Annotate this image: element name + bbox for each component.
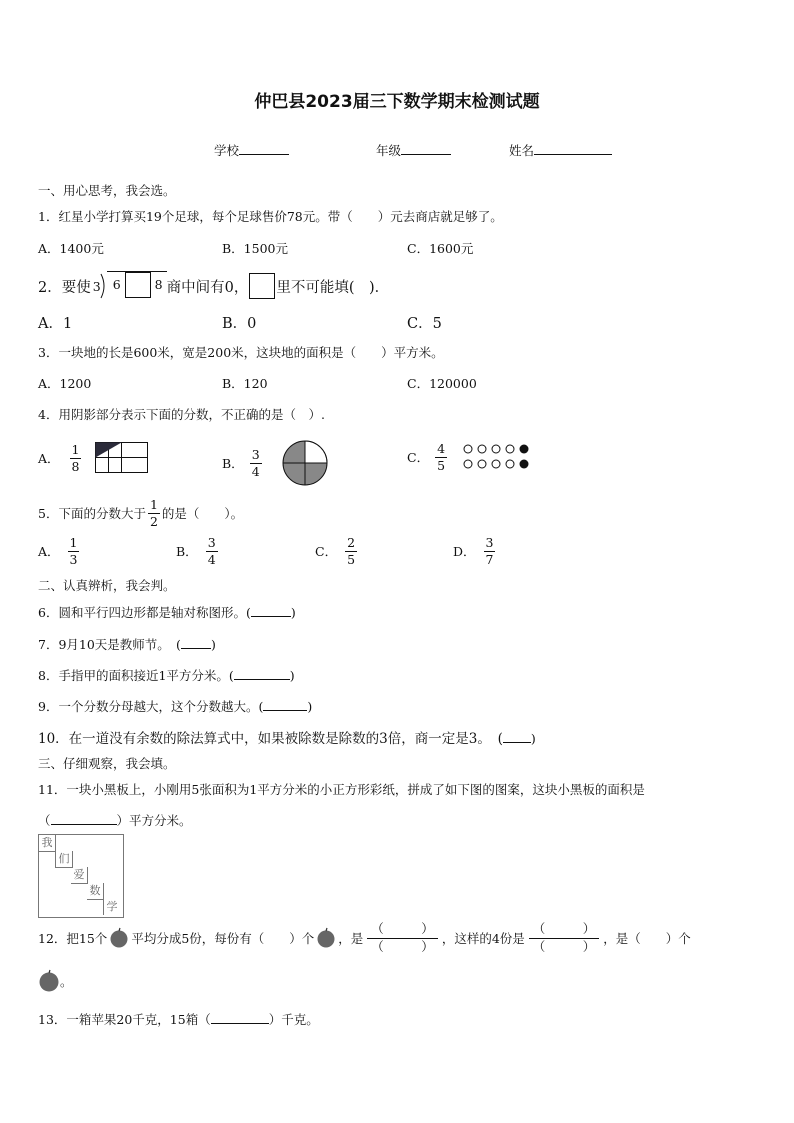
q4-option-a[interactable] <box>38 442 149 474</box>
question-6: 6．圆和平行四边形都是轴对称图形。( ) <box>38 605 296 620</box>
question-13: 13．一箱苹果20千克，15箱（ ）千克。 <box>38 1012 319 1027</box>
question-11: 11．一块小黑板上，小刚用5张面积为1平方分米的小正方形彩纸，拼成了如下图的图案，这块小黑板的面积是 <box>38 782 645 797</box>
q2-option-c[interactable]: C．5 <box>407 316 442 332</box>
q1-option-b[interactable]: B．1500元 <box>222 241 288 256</box>
school-label: 学校 <box>214 143 240 158</box>
q6-answer-blank[interactable] <box>251 604 291 617</box>
q5-option-c[interactable] <box>315 536 359 567</box>
q2-blank-box[interactable] <box>125 272 151 298</box>
q5-c-fraction: $\frac{2}{5}$ <box>347 535 356 567</box>
question-8: 8．手指甲的面积接近1平方分米。( ) <box>38 668 295 683</box>
section-2-heading: 二、认真辨析，我会判。 <box>38 578 176 593</box>
q13-answer-blank[interactable] <box>211 1011 269 1024</box>
q12-blank-fraction-2[interactable]: $\frac{( )}{( )}$ <box>529 922 600 954</box>
q5-a-label: A． <box>38 544 60 560</box>
q2-middle: 商中间有0， <box>166 279 249 296</box>
q4-a-fraction: $\frac{1}{8}$ <box>71 441 80 474</box>
apple-icon <box>109 928 129 948</box>
question-7: 7．9月10天是教师节。 ( ) <box>38 637 216 652</box>
q5-b-fraction: $\frac{3}{4}$ <box>207 535 216 567</box>
grid-cell: 我 <box>39 835 56 852</box>
q7-answer-blank[interactable] <box>181 636 211 649</box>
q2-suffix: 里不可能填( )． <box>276 279 390 296</box>
q4-option-c[interactable] <box>407 442 537 473</box>
question-9: 9．一个分数分母越大，这个分数越大。( ) <box>38 699 313 714</box>
grid-cell: 学 <box>103 899 120 915</box>
grid-cell: 们 <box>55 851 73 868</box>
question-5 <box>38 498 243 529</box>
q5-b-label: B． <box>176 544 198 560</box>
q4-c-fraction: $\frac{4}{5}$ <box>437 441 446 473</box>
q1-option-a[interactable]: A．1400元 <box>38 241 104 256</box>
grade-label: 年级 <box>376 143 402 158</box>
q5-suffix: 的是（ ）。 <box>161 506 244 522</box>
apple-icon <box>316 928 336 948</box>
q1-option-c[interactable]: C．1600元 <box>407 241 474 256</box>
q5-c-label: C． <box>315 544 338 560</box>
name-label: 姓名 <box>509 143 535 158</box>
question-4: 4．用阴影部分表示下面的分数，不正确的是（ ）. <box>38 407 325 422</box>
question-1: 1．红星小学打算买19个足球，每个足球售价78元。带（ ）元去商店就足够了。 <box>38 209 503 224</box>
q5-a-fraction: $\frac{1}{3}$ <box>69 535 78 567</box>
name-field[interactable] <box>509 141 612 159</box>
q3-option-b[interactable]: B．120 <box>222 376 268 391</box>
q5-option-b[interactable] <box>176 536 220 567</box>
question-11-line-2: （ ）平方分米。 <box>38 813 192 828</box>
grid-cell: 爱 <box>71 867 88 884</box>
q9-answer-blank[interactable] <box>263 698 307 711</box>
q3-option-c[interactable]: C．120000 <box>407 376 477 391</box>
section-1-heading: 一、用心思考，我会选。 <box>38 183 176 198</box>
question-3: 3．一块地的长是600米，宽是200米，这块地的面积是（ ）平方米。 <box>38 345 444 360</box>
q4-option-b[interactable] <box>222 440 328 486</box>
q12-blank-fraction-1[interactable]: $\frac{( )}{( )}$ <box>367 922 438 954</box>
q5-half-fraction: $\frac{1}{2}$ <box>149 497 158 529</box>
q5-d-fraction: $\frac{3}{7}$ <box>485 535 494 567</box>
grade-field[interactable] <box>376 141 451 159</box>
q5-option-d[interactable] <box>453 536 497 567</box>
q4-b-fraction: $\frac{3}{4}$ <box>251 446 260 479</box>
q4-a-label: A． <box>38 451 60 466</box>
grid-cell: 数 <box>87 883 104 900</box>
q4-b-circle-diagram <box>282 440 328 486</box>
q2-divisor: 3 <box>92 278 101 294</box>
question-12-line-2: 。 <box>38 970 73 992</box>
section-3-heading: 三、仔细观察，我会填。 <box>38 756 176 771</box>
q4-c-dots-diagram <box>463 444 537 470</box>
q5-d-label: D． <box>453 544 476 560</box>
q2-digit-1: 6 <box>112 277 121 292</box>
q11-answer-blank[interactable] <box>51 812 117 825</box>
q3-option-a[interactable]: A．1200 <box>38 376 92 391</box>
question-10: 10．在一道没有余数的除法算式中，如果被除数是除数的3倍，商一定是3。 ( ) <box>38 731 536 747</box>
q11-blackboard-figure <box>38 834 124 918</box>
school-field[interactable] <box>214 141 289 159</box>
q4-c-label: C． <box>407 450 430 466</box>
q2-division <box>93 274 167 298</box>
question-12: 12．把15个 平均分成5份，每份有（ ）个 ，是 $\frac{( )}{( )}$ ，这样的4份是 $\frac{( )}{( )}$ ，是（ ）个 <box>38 921 691 954</box>
q8-answer-blank[interactable] <box>234 667 290 680</box>
q4-a-rectangle-diagram <box>95 442 149 474</box>
q5-option-a[interactable] <box>38 536 81 567</box>
q5-prefix: 5．下面的分数大于 <box>38 506 146 522</box>
q10-answer-blank[interactable] <box>503 730 531 743</box>
q2-option-b[interactable]: B．0 <box>222 316 257 332</box>
q2-digit-3: 8 <box>154 277 163 292</box>
question-2 <box>38 272 389 300</box>
q2-option-a[interactable]: A．1 <box>38 316 73 332</box>
apple-icon <box>38 970 60 992</box>
q2-blank-box-2[interactable] <box>249 273 275 299</box>
q2-prefix: 2．要使 <box>38 279 91 296</box>
q4-b-label: B． <box>222 456 244 471</box>
page-title: 仲巴县2023届三下数学期末检测试题 <box>254 92 540 112</box>
